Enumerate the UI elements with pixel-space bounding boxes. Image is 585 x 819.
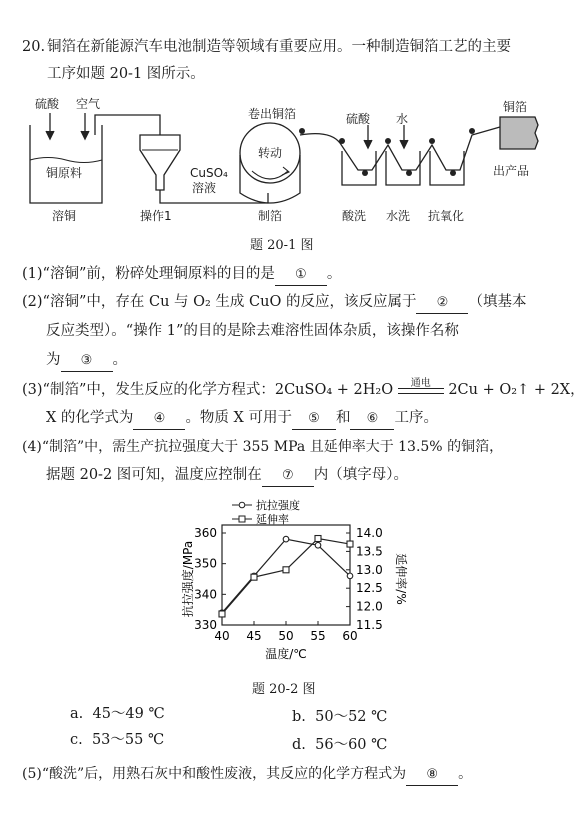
option-c-text: 53～55 ℃	[91, 732, 165, 748]
label-operation1: 操作1	[140, 209, 172, 223]
option-c[interactable]	[70, 730, 164, 750]
process-diagram	[0, 95, 568, 320]
anti-oxidation-tank	[430, 151, 464, 185]
figure1-caption: 题 20-1 图	[250, 238, 314, 253]
figure2-caption: 题 20-2 图	[252, 682, 316, 697]
q1-text: (1)“溶铜”前，粉碎处理铜原料的目的是	[22, 266, 275, 282]
y-left-tick-label: 360	[194, 526, 217, 540]
series-point-1	[347, 573, 353, 579]
label-water-wash: 水洗	[386, 209, 411, 223]
answer-blank-1[interactable]: ①	[275, 265, 327, 286]
label-sulfuric-acid: 硫酸	[35, 97, 60, 111]
q4-line2-prefix: 据题 20-2 图可知，温度应控制在	[46, 467, 262, 483]
acid-wash-tank	[342, 151, 376, 185]
y-right-tick-label: 12.5	[356, 581, 383, 596]
series-line-1	[222, 539, 350, 613]
series-point-1	[315, 542, 321, 548]
option-d[interactable]	[292, 735, 387, 755]
y-right-tick-label: 12.0	[356, 599, 383, 614]
answer-blank-2[interactable]: ②	[416, 293, 468, 314]
q1-suffix: 。	[326, 266, 342, 282]
q3-line2	[46, 408, 438, 430]
question-stem-line1: 铜箔在新能源汽车电池制造等领域有重要应用。一种制造铜箔工艺的主要	[47, 39, 511, 55]
y-left-tick-label: 330	[194, 618, 217, 632]
question-stem-line2: 工序如题 20-1 图所示。	[47, 66, 205, 82]
series-point-1	[283, 536, 289, 542]
q5-suffix: 。	[458, 766, 473, 782]
y-right-tick-label: 13.5	[356, 544, 383, 559]
answer-blank-3[interactable]: ③	[61, 351, 113, 372]
y-right-tick-label: 11.5	[356, 618, 383, 632]
q2-line3	[46, 350, 127, 372]
option-a-label: a.	[70, 706, 84, 722]
q3-line2-d: 工序。	[394, 410, 438, 426]
water-wash-tank	[386, 151, 420, 185]
label-anti-oxidation: 抗氧化	[428, 209, 465, 223]
q2-line3-prefix: 为	[46, 352, 61, 368]
x-tick-label: 50	[278, 629, 294, 643]
foil-path	[300, 127, 500, 170]
answer-blank-7[interactable]: ⑦	[262, 466, 314, 487]
series-point-2	[315, 536, 321, 542]
label-cuso4: CuSO₄	[190, 166, 228, 180]
x-axis-label: 温度/℃	[265, 647, 307, 661]
product-roll	[500, 117, 538, 149]
answer-blank-4[interactable]: ④	[133, 409, 185, 430]
q2-line3-suffix: 。	[112, 352, 127, 368]
label-water: 水	[396, 112, 409, 126]
q3-line2-c: 和	[335, 410, 351, 426]
q3-equation-left: (3)“制箔”中，发生反应的化学方程式：2CuSO₄ + 2H₂O	[22, 382, 394, 398]
tensile-elongation-chart	[0, 493, 568, 668]
label-solution: 溶液	[192, 181, 217, 195]
y-left-tick-label: 340	[194, 587, 217, 602]
x-tick-label: 45	[246, 629, 262, 643]
question-number: 20.	[22, 39, 46, 55]
q3-line2-b: 。物质 X 可用于	[185, 410, 292, 426]
series-point-2	[283, 567, 289, 573]
label-copper-raw: 铜原料	[46, 166, 83, 180]
option-c-label: c.	[70, 732, 83, 748]
legend-label-2: 延伸率	[256, 513, 289, 526]
legend-marker-2	[239, 516, 245, 522]
y-left-tick-label: 350	[194, 556, 217, 571]
label-copper-foil: 铜箔	[503, 100, 528, 114]
series-line-2	[222, 539, 350, 614]
q4-line2	[46, 465, 408, 487]
y-left-axis-label: 抗拉强度/MPa	[181, 540, 195, 618]
q3-equation-right: 2Cu + O₂↑ + 2X，	[448, 382, 585, 398]
answer-blank-6[interactable]: ⑥	[350, 409, 394, 430]
q2-line1-suffix: （填基本	[468, 294, 527, 310]
option-a[interactable]	[70, 704, 165, 724]
q2-line2: 反应类型）。“操作 1”的目的是除去难溶性固体杂质，该操作名称	[46, 323, 459, 339]
label-product: 出产品	[493, 164, 530, 178]
option-d-label: d.	[292, 737, 306, 753]
option-b-text: 50～52 ℃	[315, 709, 388, 725]
x-tick-label: 60	[342, 629, 358, 643]
label-dissolve: 溶铜	[52, 209, 77, 223]
series-point-2	[347, 541, 353, 547]
y-right-axis-label: 延伸率/%	[394, 553, 408, 605]
dissolve-tank	[30, 125, 102, 203]
filter-funnel	[140, 135, 180, 190]
x-tick-label: 40	[214, 629, 230, 643]
q3-line1	[22, 380, 585, 400]
label-air: 空气	[76, 97, 101, 111]
y-right-tick-label: 13.0	[356, 562, 383, 577]
q2-text: (2)“溶铜”中，存在 Cu 与 O₂ 生成 CuO 的反应，该反应属于	[22, 294, 417, 310]
series-point-2	[219, 611, 225, 617]
option-d-text: 56～60 ℃	[315, 737, 388, 753]
label-make-foil: 制箔	[258, 209, 283, 223]
answer-blank-5[interactable]: ⑤	[292, 409, 336, 430]
q2-line1	[22, 292, 526, 314]
q4-line2-suffix: 内（填字母）。	[313, 467, 409, 483]
option-a-text: 45～49 ℃	[92, 706, 165, 722]
q5	[22, 764, 472, 786]
q5-text: (5)“酸洗”后，用熟石灰中和酸性废液，其反应的化学方程式为	[22, 766, 407, 782]
q3-condition: 通电	[410, 378, 431, 389]
answer-blank-8[interactable]: ⑧	[406, 765, 458, 786]
q3-line2-a: X 的化学式为	[46, 410, 134, 426]
option-b[interactable]	[292, 707, 387, 727]
option-b-label: b.	[292, 709, 306, 725]
label-roll-out: 卷出铜箔	[248, 107, 297, 121]
legend-marker-1	[239, 502, 245, 508]
y-right-tick-label: 14.0	[356, 526, 383, 540]
legend-label-1: 抗拉强度	[256, 499, 300, 512]
label-sulfuric-acid-2: 硫酸	[346, 112, 371, 126]
label-acid-wash: 酸洗	[342, 209, 367, 223]
x-tick-label: 55	[310, 629, 326, 643]
q4-line1: (4)“制箔”中，需生产抗拉强度大于 355 MPa 且延伸率大于 13.5% 的铜箔，	[22, 439, 504, 455]
q3-arrow	[398, 378, 444, 394]
label-rotate: 转动	[258, 146, 283, 160]
series-point-2	[251, 574, 257, 580]
q1	[22, 264, 341, 286]
